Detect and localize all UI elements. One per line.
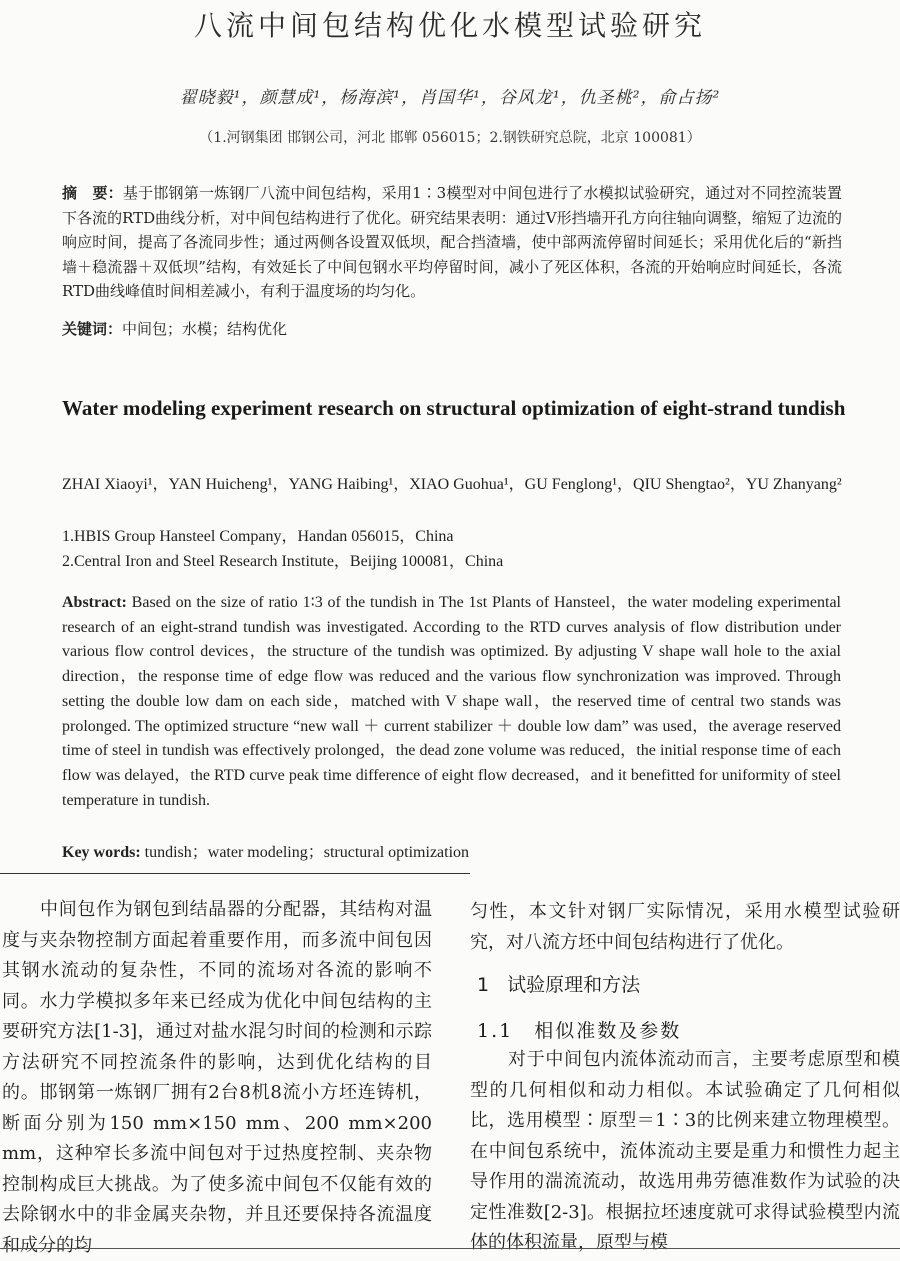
paper-title: 八流中间包结构优化水模型试验研究	[193, 9, 706, 42]
authors-cn: 翟晓毅¹，颜慧成¹，杨海滨¹，肖国华¹，谷风龙¹，仇圣桃²，俞占扬²	[179, 88, 721, 108]
section-heading	[477, 970, 640, 997]
bottom-rule	[0, 1248, 900, 1249]
affiliation-en-2: 2.Central Iron and Steel Research Institute，Beijing 100081，China	[62, 553, 504, 570]
affiliation-cn: （1.河钢集团 邯钢公司，河北 邯郸 056015；2.钢铁研究总院，北京 100081）	[199, 130, 701, 146]
keywords-cn-text: 中间包；水模；结构优化	[122, 320, 288, 338]
abstract-en	[62, 591, 841, 813]
divider	[0, 873, 470, 874]
section-title: 试验原理和方法	[507, 974, 641, 996]
abstract-cn-label: 摘 要：	[62, 184, 123, 202]
keywords-cn-label: 关键词：	[62, 320, 123, 338]
keywords-en	[62, 839, 852, 862]
keywords-en-text: tundish；water modeling；structural optimization	[144, 844, 470, 861]
body-right-bottom-paragraph: 对于中间包内流体流动而言，主要考虑原型和模型的几何相似和动力相似。本试验确定了几何相似比，选用模型∶原型＝1∶3的比例来建立物理模型。在中间包系统中，流体流动主要是重力和惯性力起主导作用的湍流流动，故选用弗劳德准数作为试验的决定性准数[2-3]。根据拉坯速度就可求得试验模型内流体的体积流量，原型与模	[470, 1049, 900, 1253]
affiliation-en-1: 1.HBIS Group Hansteel Company，Handan 056015，China	[62, 528, 454, 545]
subsection-heading: 1.1 相似准数及参数	[477, 1020, 682, 1042]
paper-title-en: Water modeling experiment research on structural optimization of eight-strand tundish	[62, 396, 846, 420]
abstract-en-text: Based on the size of ratio 1∶3 of the tundish in The 1st Plants of Hansteel，the water modeling experimental research of an eight-strand tundish was investigated. According to the RTD curves analysis of flow distribution under various flow control devices，the structure of the tundish was optimized. By adjusting V shape wall hole to the axial direction，the response time of edge flow was reduced and the various flow synchronization was improved. Through setting the double low dam on each side，matched with V shape wall，the reserved time of central two stands was prolonged. The optimized structure “new wall ＋ current stabilizer ＋ double low dam” was used，the average reserved time of steel in tundish was effectively prolonged，the dead zone volume was reduced，the initial response time of each flow was delayed，the RTD curve peak time difference of eight flow decreased，and it benefitted for uniformity of steel temperature in tundish.	[62, 594, 842, 809]
keywords-en-label: Key words:	[62, 844, 141, 861]
authors-en: ZHAI Xiaoyi¹，YAN Huicheng¹，YANG Haibing¹，XIAO Guohua¹，GU Fenglong¹，QIU Shengtao²，YU Zhanyang²	[62, 476, 842, 493]
body-left-column	[2, 895, 432, 1261]
body-right-top-paragraph: 匀性，本文针对钢厂实际情况，采用水模型试验研究，对八流方坯中间包结构进行了优化。	[470, 901, 900, 953]
abstract-cn	[62, 181, 842, 304]
body-right-column	[470, 897, 900, 958]
body-left-paragraph: 中间包作为钢包到结晶器的分配器，其结构对温度与夹杂物控制方面起着重要作用，而多流中间包因其钢水流动的复杂性，不同的流场对各流的影响不同。水力学模拟多年来已经成为优化中间包结构的主要研究方法[1-3]，通过对盐水混匀时间的检测和示踪方法研究不同控流条件的影响，达到优化结构的目的。邯钢第一炼钢厂拥有2台8机8流小方坯连铸机，断面分别为150 mm×150 mm、200 mm×200 mm，这种窄长多流中间包对于过热度控制、夹杂物控制构成巨大挑战。为了使多流中间包不仅能有效的去除钢水中的非金属夹杂物，并且还要保持各流温度和成分的均	[2, 899, 432, 1256]
section-number: 1	[477, 974, 490, 996]
abstract-en-label: Abstract:	[62, 594, 127, 611]
keywords-cn	[62, 318, 842, 339]
body-right-bottom	[470, 1045, 900, 1259]
abstract-cn-text: 基于邯钢第一炼钢厂八流中间包结构，采用1∶3模型对中间包进行了水模拟试验研究，通过对不同控流装置下各流的RTD曲线分析，对中间包结构进行了优化。研究结果表明：通过V形挡墙开孔方向往轴向调整，缩短了边流的响应时间，提高了各流同步性；通过两侧各设置双低坝，配合挡渣墙，使中部两流停留时间延长；采用优化后的“新挡墙＋稳流器＋双低坝”结构，有效延长了中间包钢水平均停留时间，减小了死区体积，各流的开始响应时间延长，各流RTD曲线峰值时间相差减小，有利于温度场的均匀化。	[62, 184, 842, 300]
